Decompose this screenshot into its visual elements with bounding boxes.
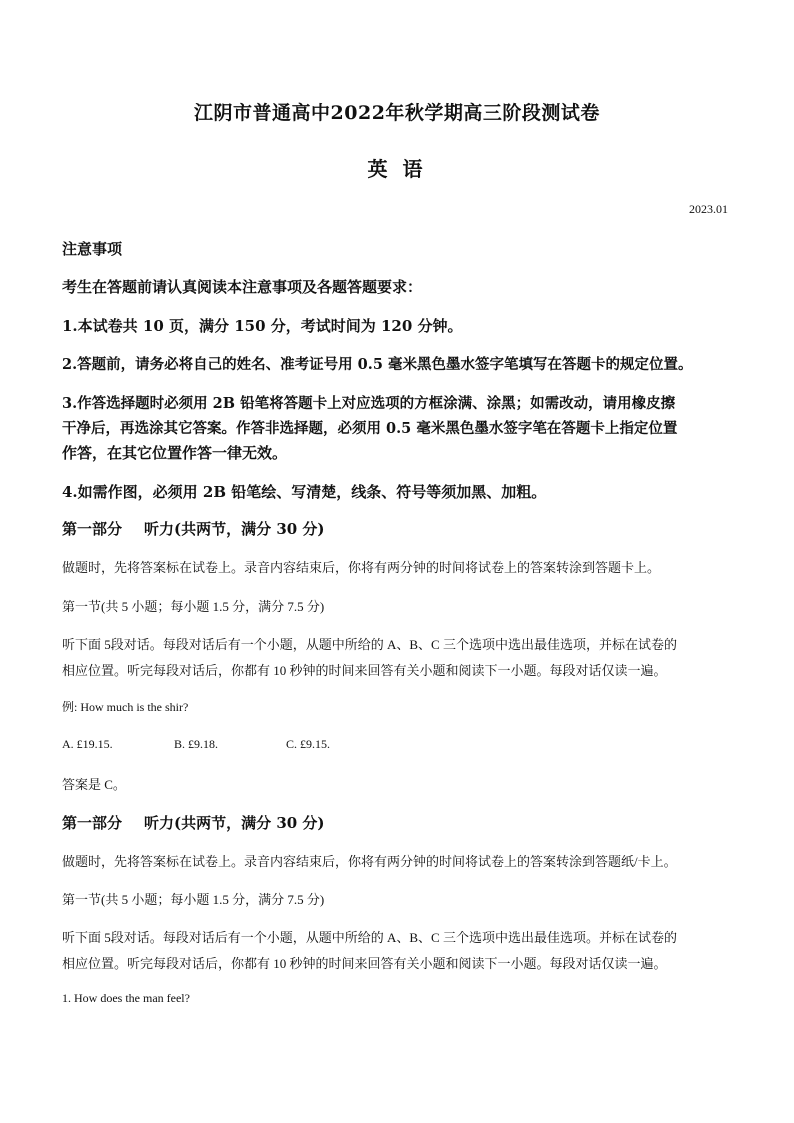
notice-item-3-line-2: 干净后，再选涂其它答案。作答非选择题，必须用 0.5 毫米黑色墨水签字笔在答题卡上指定位置	[62, 420, 678, 437]
example-question: 例: How much is the shir?	[62, 700, 189, 714]
section-one-heading-repeat: 第一节(共 5 小题；每小题 1.5 分，满分 7.5 分)	[62, 892, 325, 907]
notice-item-4: 4.如需作图，必须用 2B 铅笔绘、写清楚，线条、符号等须加黑、加粗。	[62, 483, 547, 501]
exam-title: 江阴市普通高中2022年秋学期高三阶段测试卷	[194, 102, 600, 124]
directions-line-2-repeat: 相应位置。听完每段对话后，你都有 10 秒钟的时间来回答有关小题和阅读下一小题。每段对话仅读一遍。	[62, 956, 667, 971]
part-one-heading	[62, 518, 732, 539]
directions-line-1-repeat: 听下面 5段对话。每段对话后有一个小题，从题中所给的 A、B、C 三个选项中选出最佳选项。并标在试卷的	[62, 930, 677, 945]
part-one-listening: 听力(共两节，满分 30 分)	[144, 520, 325, 538]
notice-item-3-line-1: 3.作答选择题时必须用 2B 铅笔将答题卡上对应选项的方框涂满、涂黑；如需改动，请用橡皮擦	[62, 395, 676, 412]
notice-item-1: 1.本试卷共 10 页，满分 150 分，考试时间为 120 分钟。	[62, 317, 463, 335]
notice-item-3-line-3: 作答，在其它位置作答一律无效。	[62, 444, 288, 462]
exam-date: 2023.01	[689, 202, 728, 216]
directions-line-2: 相应位置。听完每段对话后，你都有 10 秒钟的时间来回答有关小题和阅读下一小题。每段对话仅读一遍。	[62, 663, 667, 678]
part-one-listening-repeat: 听力(共两节，满分 30 分)	[144, 814, 325, 832]
example-answer: 答案是 C。	[62, 777, 126, 792]
subject-title: 英 语	[367, 157, 427, 181]
notice-item-2: 2.答题前，请务必将自己的姓名、准考证号用 0.5 毫米黑色墨水签字笔填写在答题卡的规定位置。	[62, 356, 693, 373]
example-option-b: B. £9.18.	[174, 737, 219, 751]
part-one-instruction-repeat: 做题时，先将答案标在试卷上。录音内容结束后，你将有两分钟的时间将试卷上的答案转涂到答题纸/卡上。	[62, 854, 677, 869]
notice-heading: 注意事项	[62, 240, 123, 258]
part-one-instruction: 做题时，先将答案标在试卷上。录音内容结束后，你将有两分钟的时间将试卷上的答案转涂到答题卡上。	[62, 560, 661, 575]
part-one-heading-repeat	[62, 812, 732, 833]
notice-intro: 考生在答题前请认真阅读本注意事项及各题答题要求：	[62, 278, 423, 296]
example-options	[62, 737, 732, 752]
section-one-heading: 第一节(共 5 小题；每小题 1.5 分，满分 7.5 分)	[62, 599, 325, 614]
part-one-label-repeat: 第一部分	[62, 814, 123, 832]
directions-line-1: 听下面 5段对话。每段对话后有一个小题，从题中所给的 A、B、C 三个选项中选出最佳选项，并标在试卷的	[62, 637, 677, 652]
example-option-a: A. £19.15.	[62, 737, 113, 751]
part-one-label: 第一部分	[62, 520, 123, 538]
example-option-c: C. £9.15.	[286, 737, 331, 751]
question-1: 1. How does the man feel?	[62, 991, 190, 1005]
